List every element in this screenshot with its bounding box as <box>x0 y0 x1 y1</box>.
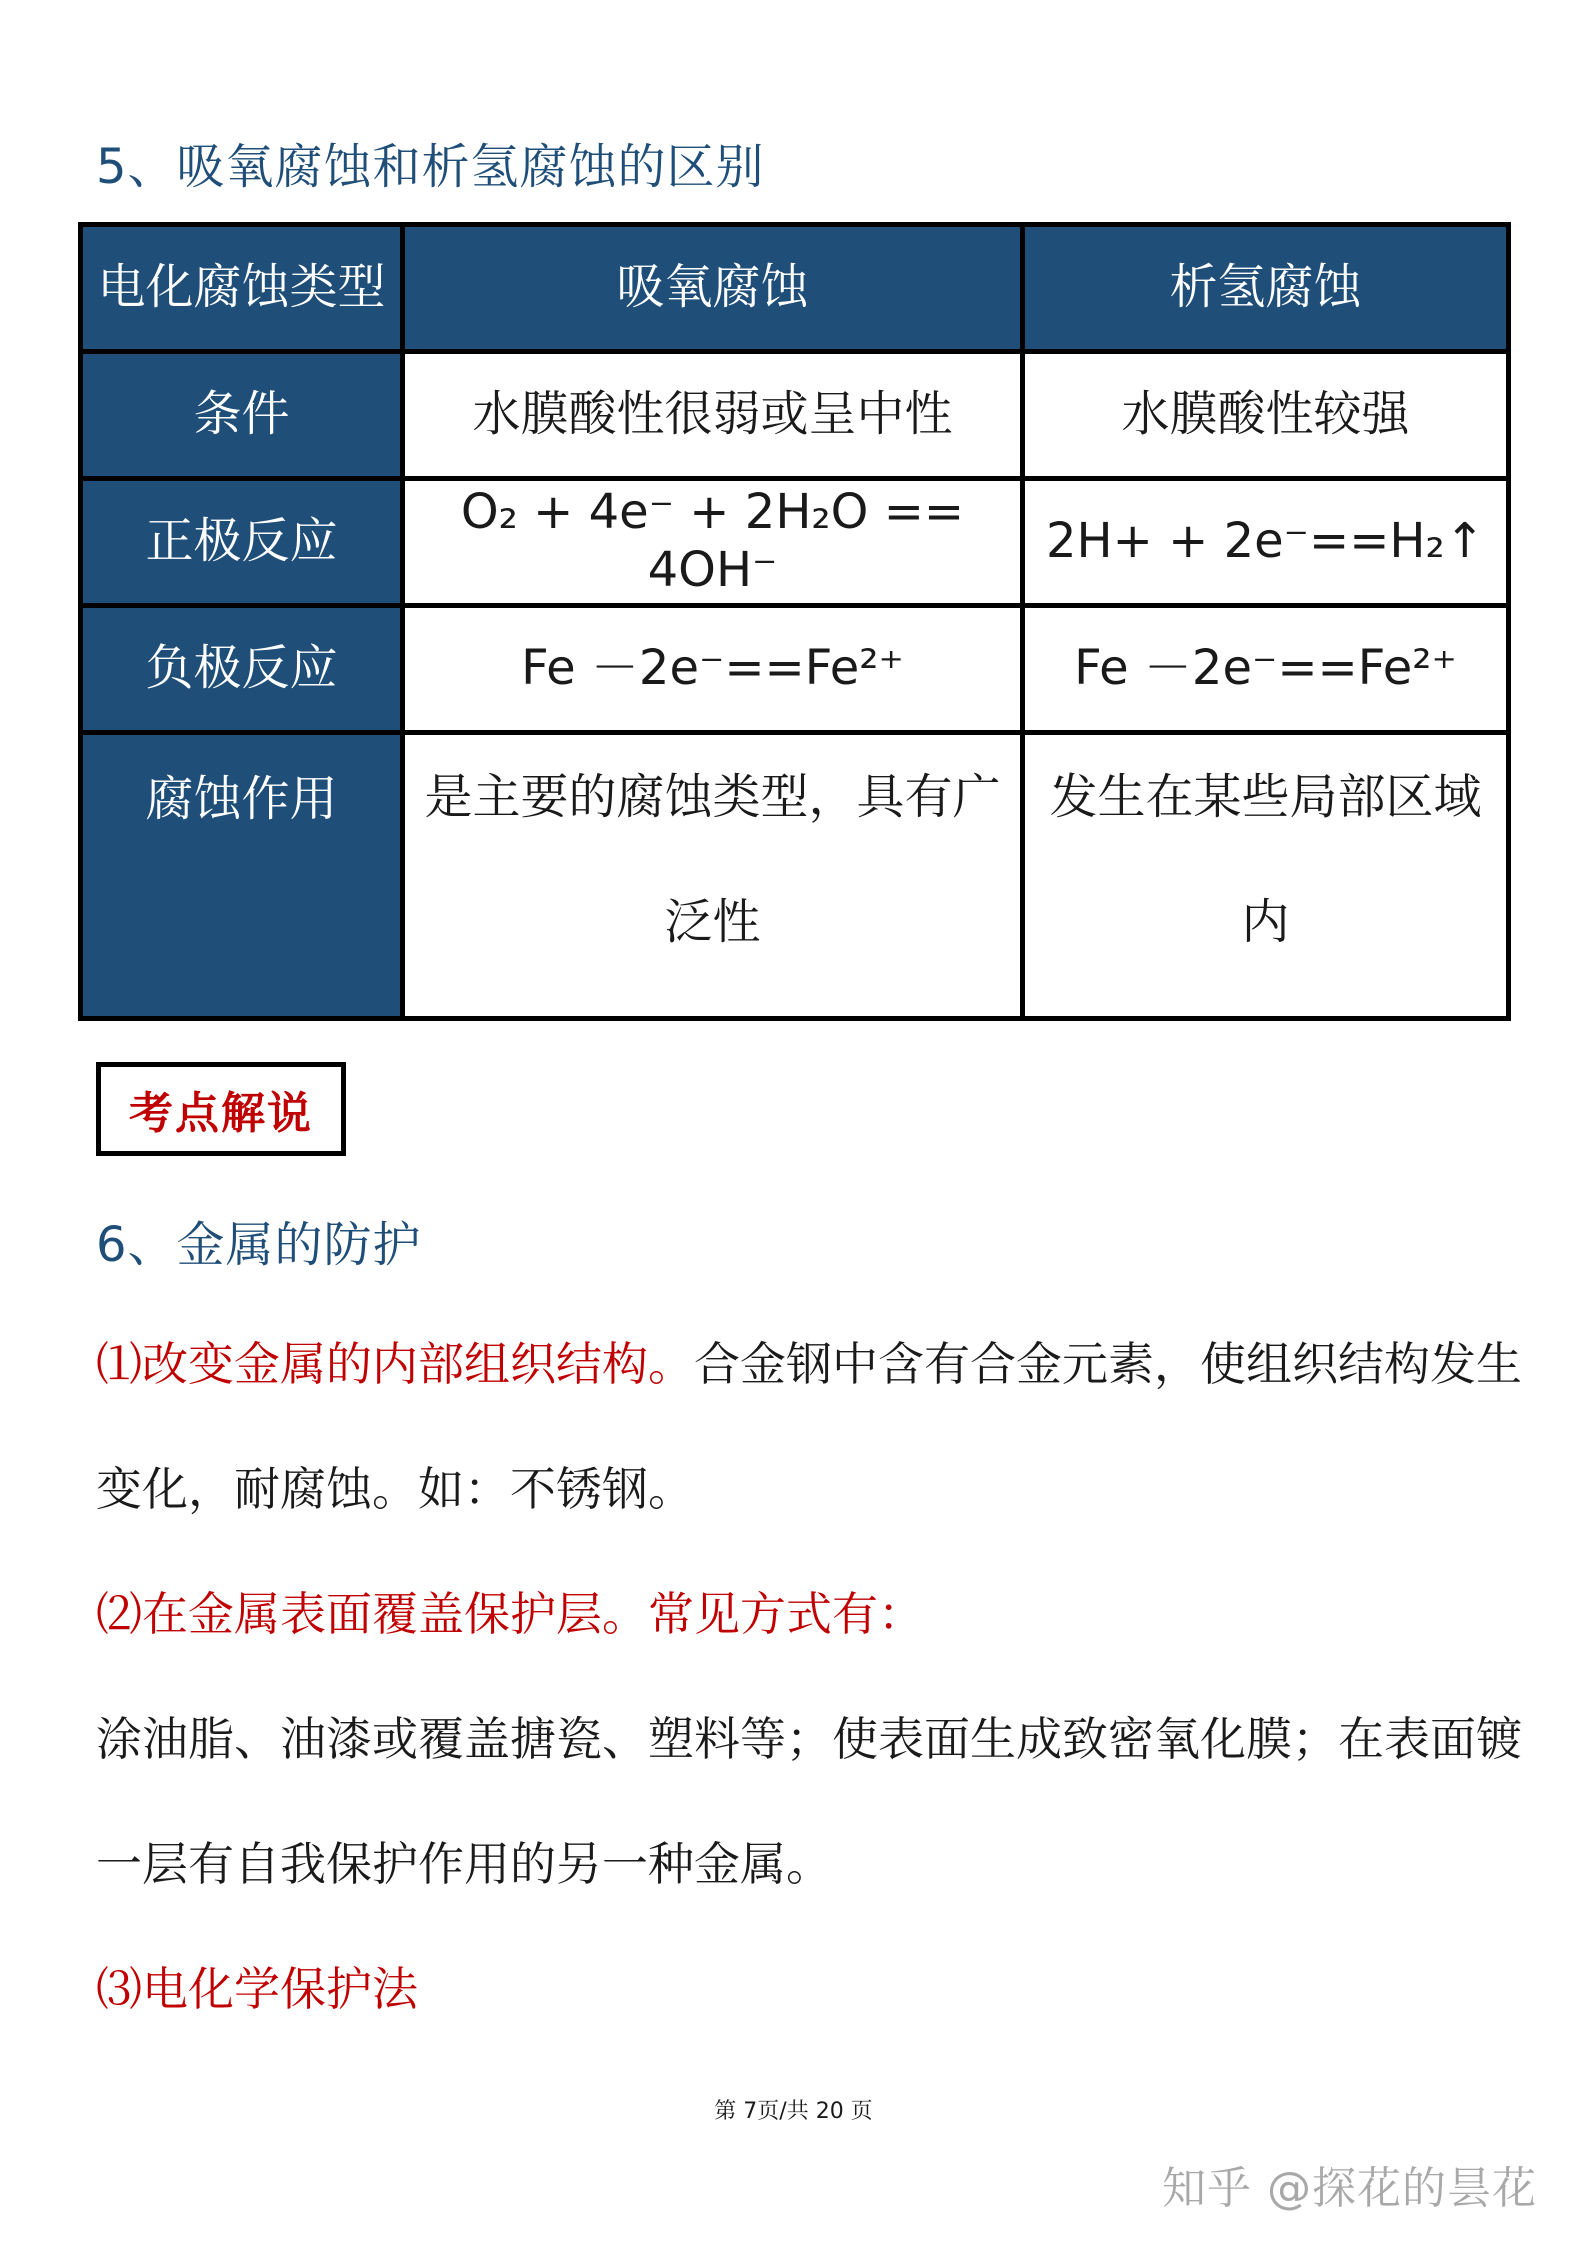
item-2-body-2: 一层有自我保护作用的另一种金属。 <box>96 1837 832 1891</box>
header-hydrogen-cell: 析氢腐蚀 <box>1023 225 1509 352</box>
item-1-line-1 <box>96 1302 1586 1427</box>
effect-oxygen-cell: 是主要的腐蚀类型，具有广泛性 <box>403 733 1023 1019</box>
condition-hydrogen-cell: 水膜酸性较强 <box>1023 352 1509 479</box>
table-row-effect <box>81 733 1509 1019</box>
watermark: 知乎 @探花的昙花 <box>1162 2163 1537 2214</box>
item-2-head: ⑵在金属表面覆盖保护层。常见方式有： <box>96 1587 924 1641</box>
section-5-title: 5、吸氧腐蚀和析氢腐蚀的区别 <box>96 139 765 195</box>
item-1-body-1: 合金钢中含有合金元素，使组织结构发生 <box>694 1337 1522 1391</box>
item-2-body-1: 涂油脂、油漆或覆盖搪瓷、塑料等；使表面生成致密氧化膜；在表面镀 <box>96 1712 1522 1766</box>
condition-oxygen-cell: 水膜酸性很弱或呈中性 <box>403 352 1023 479</box>
header-oxygen-cell: 吸氧腐蚀 <box>403 225 1023 352</box>
item-3-head: ⑶电化学保护法 <box>96 1962 418 2016</box>
row-label: 负极反应 <box>81 606 403 733</box>
item-1-body-2: 变化，耐腐蚀。如：不锈钢。 <box>96 1462 694 1516</box>
cathode-oxygen-cell: O₂ + 4e⁻ + 2H₂O == 4OH⁻ <box>403 479 1023 606</box>
kaodian-label-box: 考点解说 <box>96 1062 346 1156</box>
page-number: 第 7页/共 20 页 <box>714 2099 873 2124</box>
anode-hydrogen-cell: Fe －2e⁻==Fe²⁺ <box>1023 606 1509 733</box>
table-row-anode <box>81 606 1509 733</box>
row-label: 条件 <box>81 352 403 479</box>
effect-hydrogen-cell: 发生在某些局部区域内 <box>1023 733 1509 1019</box>
table-row-cathode <box>81 479 1509 606</box>
cathode-hydrogen-cell: 2H+ + 2e⁻==H₂↑ <box>1023 479 1509 606</box>
anode-oxygen-cell: Fe －2e⁻==Fe²⁺ <box>403 606 1023 733</box>
corrosion-comparison-table <box>78 222 1511 1021</box>
row-label: 腐蚀作用 <box>81 733 403 1019</box>
section-6-title: 6、金属的防护 <box>96 1217 422 1273</box>
row-label: 正极反应 <box>81 479 403 606</box>
item-1-head: ⑴改变金属的内部组织结构。 <box>96 1337 694 1391</box>
header-type-cell: 电化腐蚀类型 <box>81 225 403 352</box>
table-header-row <box>81 225 1509 352</box>
table-row-condition <box>81 352 1509 479</box>
